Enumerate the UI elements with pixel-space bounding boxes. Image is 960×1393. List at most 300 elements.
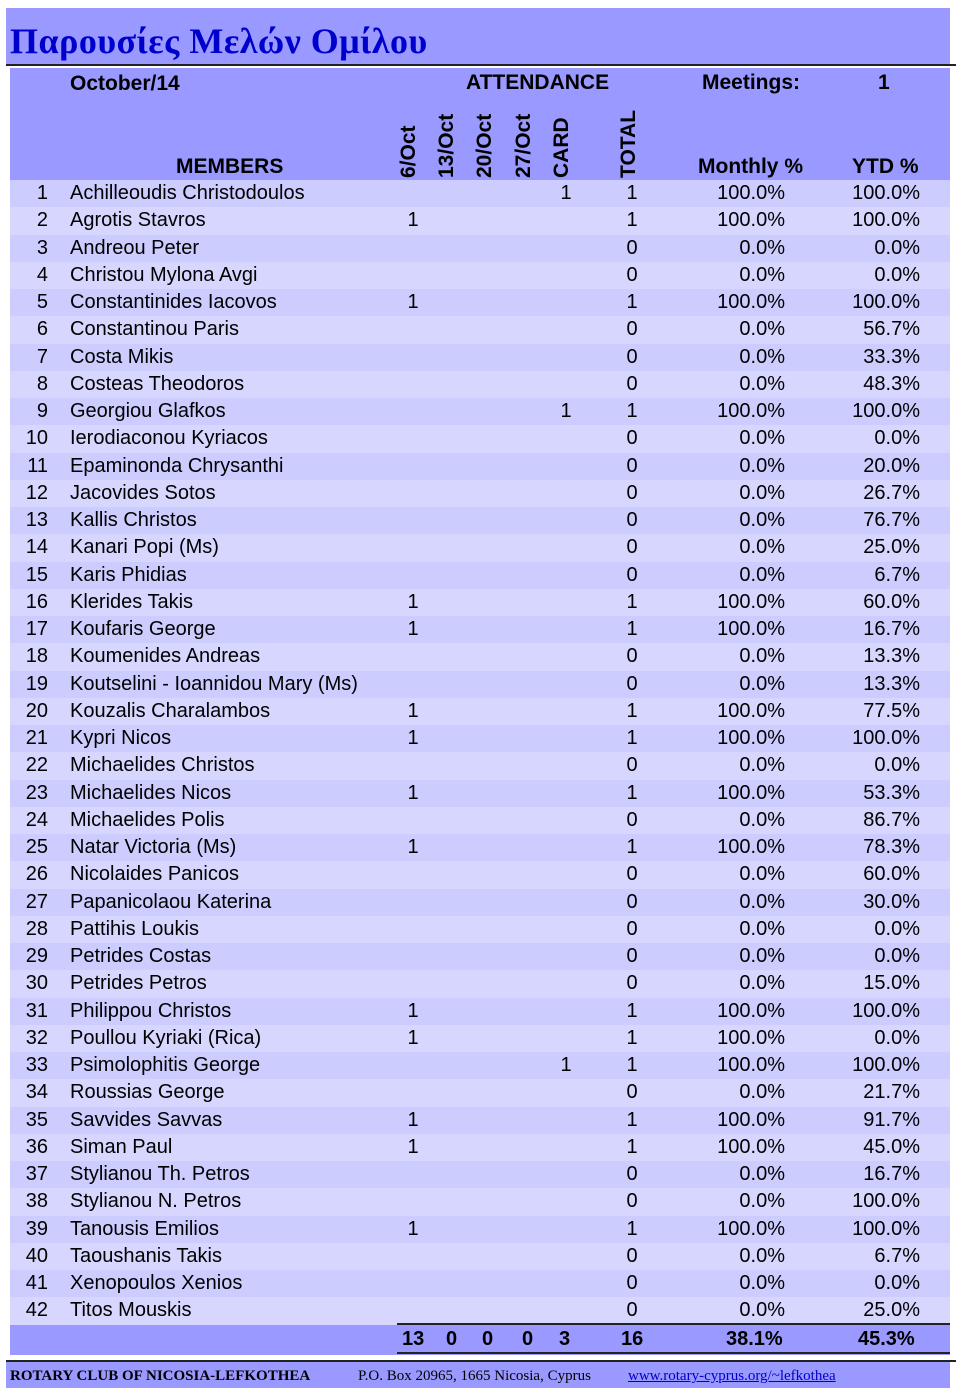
monthly-percent: 0.0% xyxy=(739,372,785,395)
ytd-percent: 0.0% xyxy=(874,427,920,450)
monthly-percent: 0.0% xyxy=(739,509,785,531)
ytd-percent: 21.7% xyxy=(863,1081,920,1104)
attendance-total: 1 xyxy=(626,291,638,313)
attendance-total: 0 xyxy=(626,1081,638,1104)
member-name: Poullou Kyriaki (Rica) xyxy=(70,1026,262,1049)
table-row xyxy=(10,1025,950,1052)
monthly-percent: 0.0% xyxy=(739,1244,785,1267)
table-row xyxy=(10,643,950,670)
monthly-percent: 0.0% xyxy=(739,754,785,777)
member-number: 41 xyxy=(25,1272,48,1294)
ytd-percent: 45.0% xyxy=(863,1135,920,1158)
ytd-percent: 56.7% xyxy=(863,318,920,341)
member-name: Natar Victoria (Ms) xyxy=(70,836,237,858)
ytd-percent: 16.7% xyxy=(863,618,920,640)
attendance-total: 1 xyxy=(626,400,638,422)
member-name: Petrides Costas xyxy=(70,945,212,967)
table-row xyxy=(10,262,950,289)
monthly-percent: 0.0% xyxy=(739,1190,785,1213)
attendance-total: 1 xyxy=(626,1054,638,1076)
member-name: Titos Mouskis xyxy=(70,1299,192,1322)
member-number: 32 xyxy=(25,1026,48,1049)
table-row xyxy=(10,698,950,725)
attendance-6-oct: 1 xyxy=(407,727,419,749)
member-number: 8 xyxy=(36,372,48,395)
member-number: 21 xyxy=(25,727,48,749)
month-label: October/14 xyxy=(70,72,180,95)
ytd-percent: 100.0% xyxy=(852,209,920,232)
attendance-total: 0 xyxy=(626,536,638,559)
ytd-percent: 100.0% xyxy=(852,999,920,1022)
attendance-6-oct: 1 xyxy=(407,1135,419,1158)
member-number: 12 xyxy=(25,481,48,504)
member-name: Koutselini - Ioannidou Mary (Ms) xyxy=(70,672,358,695)
monthly-percent: 0.0% xyxy=(739,1081,785,1104)
member-number: 40 xyxy=(25,1244,48,1267)
member-name: Epaminonda Chrysanthi xyxy=(70,454,284,477)
attendance-total: 0 xyxy=(626,236,638,259)
monthly-percent: 0.0% xyxy=(739,536,785,559)
ytd-percent: 0.0% xyxy=(874,1272,920,1294)
monthly-percent: 0.0% xyxy=(739,318,785,341)
ytd-percent: 60.0% xyxy=(863,590,920,613)
member-number: 6 xyxy=(36,318,48,341)
member-name: Koufaris George xyxy=(70,618,216,640)
table-row xyxy=(10,1052,950,1079)
attendance-total: 0 xyxy=(626,917,638,940)
table-row xyxy=(10,1188,950,1215)
member-name: Costeas Theodoros xyxy=(70,372,245,395)
attendance-6-oct: 1 xyxy=(407,291,419,313)
attendance-total: 0 xyxy=(626,1163,638,1185)
attendance-label: ATTENDANCE xyxy=(466,71,610,94)
column-header-20-oct xyxy=(472,78,502,178)
ytd-percent: 76.7% xyxy=(863,509,920,531)
attendance-total: 0 xyxy=(626,945,638,967)
table-row xyxy=(10,180,950,207)
attendance-6-oct: 1 xyxy=(407,590,419,613)
attendance-total: 0 xyxy=(626,509,638,531)
attendance-6-oct: 1 xyxy=(407,1108,419,1131)
monthly-percent: 0.0% xyxy=(739,563,785,586)
attendance-total: 1 xyxy=(626,699,638,722)
member-name: Michaelides Nicos xyxy=(70,781,232,804)
attendance-total: 0 xyxy=(626,263,638,286)
monthly-percent: 100.0% xyxy=(717,727,785,749)
member-name: Georgiou Glafkos xyxy=(70,400,226,422)
monthly-percent: 0.0% xyxy=(739,808,785,831)
table-row xyxy=(10,1079,950,1106)
ytd-percent: 100.0% xyxy=(852,1190,920,1213)
table-row xyxy=(10,916,950,943)
totals-band xyxy=(10,1325,950,1355)
meetings-value: 1 xyxy=(878,71,890,94)
member-name: Kallis Christos xyxy=(70,509,197,531)
title-divider xyxy=(6,64,956,66)
table-row xyxy=(10,425,950,452)
table-row xyxy=(10,1243,950,1270)
member-name: Ierodiaconou Kyriacos xyxy=(70,427,268,450)
attendance-total: 0 xyxy=(626,454,638,477)
monthly-percent: 0.0% xyxy=(739,345,785,368)
attendance-6-oct: 1 xyxy=(407,836,419,858)
attendance-total: 1 xyxy=(626,1108,638,1131)
table-row xyxy=(10,834,950,861)
attendance-total: 0 xyxy=(626,645,638,668)
attendance-6-oct: 1 xyxy=(407,781,419,804)
total-monthly-percent: 38.1% xyxy=(726,1328,783,1350)
ytd-percent: 0.0% xyxy=(874,1026,920,1049)
attendance-6-oct: 1 xyxy=(407,1026,419,1049)
member-number: 7 xyxy=(36,345,48,368)
table-row xyxy=(10,344,950,371)
member-number: 31 xyxy=(25,999,48,1022)
table-row xyxy=(10,1216,950,1243)
table-row xyxy=(10,371,950,398)
member-name: Kanari Popi (Ms) xyxy=(70,536,219,559)
attendance-6-oct: 1 xyxy=(407,618,419,640)
table-row xyxy=(10,1107,950,1134)
member-name: Kypri Nicos xyxy=(70,727,172,749)
attendance-total: 0 xyxy=(626,672,638,695)
member-number: 10 xyxy=(25,427,48,450)
member-name: Stylianou N. Petros xyxy=(70,1190,242,1213)
member-number: 36 xyxy=(25,1135,48,1158)
table-row xyxy=(10,861,950,888)
table-row xyxy=(10,752,950,779)
attendance-total: 0 xyxy=(626,372,638,395)
member-number: 34 xyxy=(25,1081,48,1104)
monthly-percent: 100.0% xyxy=(717,781,785,804)
total-6-oct: 13 xyxy=(402,1328,425,1350)
member-number: 26 xyxy=(25,863,48,886)
monthly-percent: 100.0% xyxy=(717,1054,785,1076)
member-number: 33 xyxy=(25,1054,48,1076)
column-header-label: 27/Oct xyxy=(512,113,535,178)
club-website-link[interactable]: www.rotary-cyprus.org/~lefkothea xyxy=(628,1368,836,1384)
column-header-13-oct xyxy=(434,78,464,178)
meetings-label: Meetings: xyxy=(702,71,801,94)
table-row xyxy=(10,998,950,1025)
member-number: 29 xyxy=(25,945,48,967)
table-row xyxy=(10,1270,950,1297)
monthly-percent: 0.0% xyxy=(739,263,785,286)
monthly-percent: 0.0% xyxy=(739,917,785,940)
attendance-total: 1 xyxy=(626,999,638,1022)
member-number: 27 xyxy=(25,890,48,913)
member-number: 42 xyxy=(25,1299,48,1322)
page-title: Παρουσίες Μελών Ομίλου xyxy=(10,21,428,61)
monthly-percent: 100.0% xyxy=(717,836,785,858)
monthly-percent: 0.0% xyxy=(739,481,785,504)
ytd-percent: 30.0% xyxy=(863,890,920,913)
table-row xyxy=(10,780,950,807)
monthly-percent: 0.0% xyxy=(739,1163,785,1185)
ytd-percent: 100.0% xyxy=(852,182,920,204)
monthly-percent: 100.0% xyxy=(717,291,785,313)
ytd-percent: 78.3% xyxy=(863,836,920,858)
ytd-percent: 0.0% xyxy=(874,945,920,967)
monthly-percent: 0.0% xyxy=(739,863,785,886)
ytd-percent: 26.7% xyxy=(863,481,920,504)
member-name: Constantinou Paris xyxy=(70,318,239,341)
monthly-percent: 0.0% xyxy=(739,945,785,967)
member-number: 14 xyxy=(25,536,48,559)
club-name: ROTARY CLUB OF NICOSIA-LEFKOTHEA xyxy=(10,1368,311,1384)
member-number: 1 xyxy=(36,182,48,204)
monthly-percent-header: Monthly % xyxy=(698,155,803,178)
ytd-percent: 100.0% xyxy=(852,727,920,749)
attendance-total: 0 xyxy=(626,563,638,586)
ytd-percent: 0.0% xyxy=(874,754,920,777)
member-number: 35 xyxy=(25,1108,48,1131)
total-ytd-percent: 45.3% xyxy=(858,1328,915,1350)
attendance-total: 1 xyxy=(626,1026,638,1049)
member-name: Costa Mikis xyxy=(70,345,174,368)
attendance-total: 1 xyxy=(626,618,638,640)
ytd-percent: 91.7% xyxy=(863,1108,920,1131)
table-row xyxy=(10,943,950,970)
ytd-percent: 13.3% xyxy=(863,645,920,668)
member-number: 25 xyxy=(25,836,48,858)
total-13-oct: 0 xyxy=(446,1328,458,1350)
ytd-percent: 15.0% xyxy=(863,972,920,995)
ytd-percent: 53.3% xyxy=(863,781,920,804)
member-number: 4 xyxy=(36,263,48,286)
ytd-percent: 25.0% xyxy=(863,1299,920,1322)
column-header-label: 20/Oct xyxy=(473,113,496,178)
table-row xyxy=(10,589,950,616)
member-number: 28 xyxy=(25,917,48,940)
monthly-percent: 0.0% xyxy=(739,454,785,477)
member-name: Savvides Savvas xyxy=(70,1108,223,1131)
table-row xyxy=(10,725,950,752)
ytd-percent: 0.0% xyxy=(874,263,920,286)
member-name: Roussias George xyxy=(70,1081,225,1104)
total-27-oct: 0 xyxy=(522,1328,534,1350)
column-header-label: 13/Oct xyxy=(435,113,458,178)
table-row xyxy=(10,480,950,507)
monthly-percent: 0.0% xyxy=(739,236,785,259)
member-name: Nicolaides Panicos xyxy=(70,863,239,886)
member-name: Klerides Takis xyxy=(70,590,194,613)
member-name: Stylianou Th. Petros xyxy=(70,1163,250,1185)
member-name: Achilleoudis Christodoulos xyxy=(70,182,305,204)
member-number: 22 xyxy=(25,754,48,777)
ytd-percent: 77.5% xyxy=(863,699,920,722)
ytd-percent: 100.0% xyxy=(852,1217,920,1240)
totals-top-border xyxy=(397,1323,950,1325)
member-number: 20 xyxy=(25,699,48,722)
member-number: 13 xyxy=(25,509,48,531)
attendance-total: 0 xyxy=(626,972,638,995)
member-name: Agrotis Stavros xyxy=(70,209,206,232)
totals-bottom-border xyxy=(397,1352,950,1354)
monthly-percent: 0.0% xyxy=(739,972,785,995)
attendance-card: 1 xyxy=(560,400,572,422)
column-header-label: 6/Oct xyxy=(397,125,420,178)
ytd-percent-header: YTD % xyxy=(852,155,919,178)
attendance-card: 1 xyxy=(560,182,572,204)
ytd-percent: 48.3% xyxy=(863,372,920,395)
table-row xyxy=(10,453,950,480)
attendance-total: 0 xyxy=(626,754,638,777)
ytd-percent: 20.0% xyxy=(863,454,920,477)
member-name: Petrides Petros xyxy=(70,972,207,995)
ytd-percent: 100.0% xyxy=(852,291,920,313)
member-name: Karis Phidias xyxy=(70,563,187,586)
member-name: Andreou Peter xyxy=(70,236,199,259)
ytd-percent: 100.0% xyxy=(852,400,920,422)
table-row xyxy=(10,398,950,425)
member-name: Michaelides Christos xyxy=(70,754,255,777)
member-number: 19 xyxy=(25,672,48,695)
member-number: 37 xyxy=(25,1163,48,1185)
table-row xyxy=(10,889,950,916)
table-row xyxy=(10,1134,950,1161)
attendance-6-oct: 1 xyxy=(407,209,419,232)
attendance-card: 1 xyxy=(560,1054,572,1076)
attendance-6-oct: 1 xyxy=(407,1217,419,1240)
table-row xyxy=(10,316,950,343)
ytd-percent: 13.3% xyxy=(863,672,920,695)
ytd-percent: 33.3% xyxy=(863,345,920,368)
member-name: Pattihis Loukis xyxy=(70,917,199,940)
monthly-percent: 0.0% xyxy=(739,427,785,450)
monthly-percent: 0.0% xyxy=(739,645,785,668)
monthly-percent: 0.0% xyxy=(739,1299,785,1322)
table-row xyxy=(10,970,950,997)
member-number: 16 xyxy=(25,590,48,613)
attendance-total: 0 xyxy=(626,1244,638,1267)
ytd-percent: 25.0% xyxy=(863,536,920,559)
member-number: 11 xyxy=(27,454,48,477)
table-row xyxy=(10,507,950,534)
table-row xyxy=(10,1161,950,1188)
member-name: Xenopoulos Xenios xyxy=(70,1272,243,1294)
monthly-percent: 100.0% xyxy=(717,1135,785,1158)
member-name: Constantinides Iacovos xyxy=(70,291,277,313)
member-number: 23 xyxy=(25,781,48,804)
column-header-total xyxy=(616,78,646,178)
attendance-total: 0 xyxy=(626,1272,638,1294)
attendance-total: 0 xyxy=(626,808,638,831)
ytd-percent: 6.7% xyxy=(874,1244,920,1267)
member-name: Siman Paul xyxy=(70,1135,173,1158)
member-name: Jacovides Sotos xyxy=(70,481,216,504)
attendance-total: 1 xyxy=(626,836,638,858)
monthly-percent: 100.0% xyxy=(717,1026,785,1049)
club-address: P.O. Box 20965, 1665 Nicosia, Cyprus xyxy=(358,1368,591,1384)
attendance-total: 1 xyxy=(626,1135,638,1158)
table-row xyxy=(10,289,950,316)
member-number: 38 xyxy=(25,1190,48,1213)
table-row xyxy=(10,1297,950,1324)
monthly-percent: 0.0% xyxy=(739,890,785,913)
column-header-label: TOTAL xyxy=(617,109,640,178)
monthly-percent: 100.0% xyxy=(717,999,785,1022)
ytd-percent: 60.0% xyxy=(863,863,920,886)
member-number: 17 xyxy=(25,618,48,640)
monthly-percent: 100.0% xyxy=(717,182,785,204)
member-number: 15 xyxy=(25,563,48,586)
ytd-percent: 0.0% xyxy=(874,917,920,940)
members-table xyxy=(10,180,950,1325)
ytd-percent: 6.7% xyxy=(874,563,920,586)
attendance-total: 1 xyxy=(626,209,638,232)
member-name: Kouzalis Charalambos xyxy=(70,699,271,722)
member-name: Michaelides Polis xyxy=(70,808,225,831)
attendance-total: 0 xyxy=(626,427,638,450)
member-name: Koumenides Andreas xyxy=(70,645,261,668)
member-number: 39 xyxy=(25,1217,48,1240)
member-name: Christou Mylona Avgi xyxy=(70,263,258,286)
member-number: 3 xyxy=(36,236,48,259)
total-20-oct: 0 xyxy=(482,1328,494,1350)
monthly-percent: 0.0% xyxy=(739,672,785,695)
monthly-percent: 100.0% xyxy=(717,400,785,422)
attendance-total: 1 xyxy=(626,1217,638,1240)
attendance-total: 0 xyxy=(626,481,638,504)
attendance-total: 1 xyxy=(626,727,638,749)
attendance-total: 0 xyxy=(626,1190,638,1213)
monthly-percent: 0.0% xyxy=(739,1272,785,1294)
table-row xyxy=(10,562,950,589)
ytd-percent: 100.0% xyxy=(852,1054,920,1076)
attendance-total: 1 xyxy=(626,590,638,613)
member-number: 18 xyxy=(25,645,48,668)
column-header-6-oct xyxy=(396,78,426,178)
member-name: Psimolophitis George xyxy=(70,1054,261,1076)
table-row xyxy=(10,671,950,698)
member-number: 2 xyxy=(36,209,48,232)
attendance-6-oct: 1 xyxy=(407,699,419,722)
table-row xyxy=(10,807,950,834)
attendance-6-oct: 1 xyxy=(407,999,419,1022)
ytd-percent: 86.7% xyxy=(863,808,920,831)
column-header-card xyxy=(549,78,579,178)
member-name: Tanousis Emilios xyxy=(70,1217,219,1240)
column-header-label: CARD xyxy=(550,117,573,178)
members-header: MEMBERS xyxy=(176,155,284,178)
attendance-total: 0 xyxy=(626,345,638,368)
monthly-percent: 100.0% xyxy=(717,590,785,613)
total-card: 3 xyxy=(559,1328,571,1350)
attendance-total: 0 xyxy=(626,318,638,341)
member-number: 30 xyxy=(25,972,48,995)
attendance-total: 1 xyxy=(626,781,638,804)
member-number: 5 xyxy=(36,291,48,313)
member-number: 24 xyxy=(25,808,48,831)
ytd-percent: 0.0% xyxy=(874,236,920,259)
table-row xyxy=(10,616,950,643)
table-row xyxy=(10,207,950,234)
ytd-percent: 16.7% xyxy=(863,1163,920,1185)
monthly-percent: 100.0% xyxy=(717,1108,785,1131)
attendance-total: 0 xyxy=(626,863,638,886)
column-header-27-oct xyxy=(511,78,541,178)
table-row xyxy=(10,235,950,262)
monthly-percent: 100.0% xyxy=(717,699,785,722)
total-total: 16 xyxy=(621,1328,644,1350)
monthly-percent: 100.0% xyxy=(717,618,785,640)
monthly-percent: 100.0% xyxy=(717,1217,785,1240)
attendance-total: 1 xyxy=(626,182,638,204)
attendance-total: 0 xyxy=(626,890,638,913)
table-row xyxy=(10,534,950,561)
member-name: Papanicolaou Katerina xyxy=(70,890,272,913)
member-name: Taoushanis Takis xyxy=(70,1244,222,1267)
